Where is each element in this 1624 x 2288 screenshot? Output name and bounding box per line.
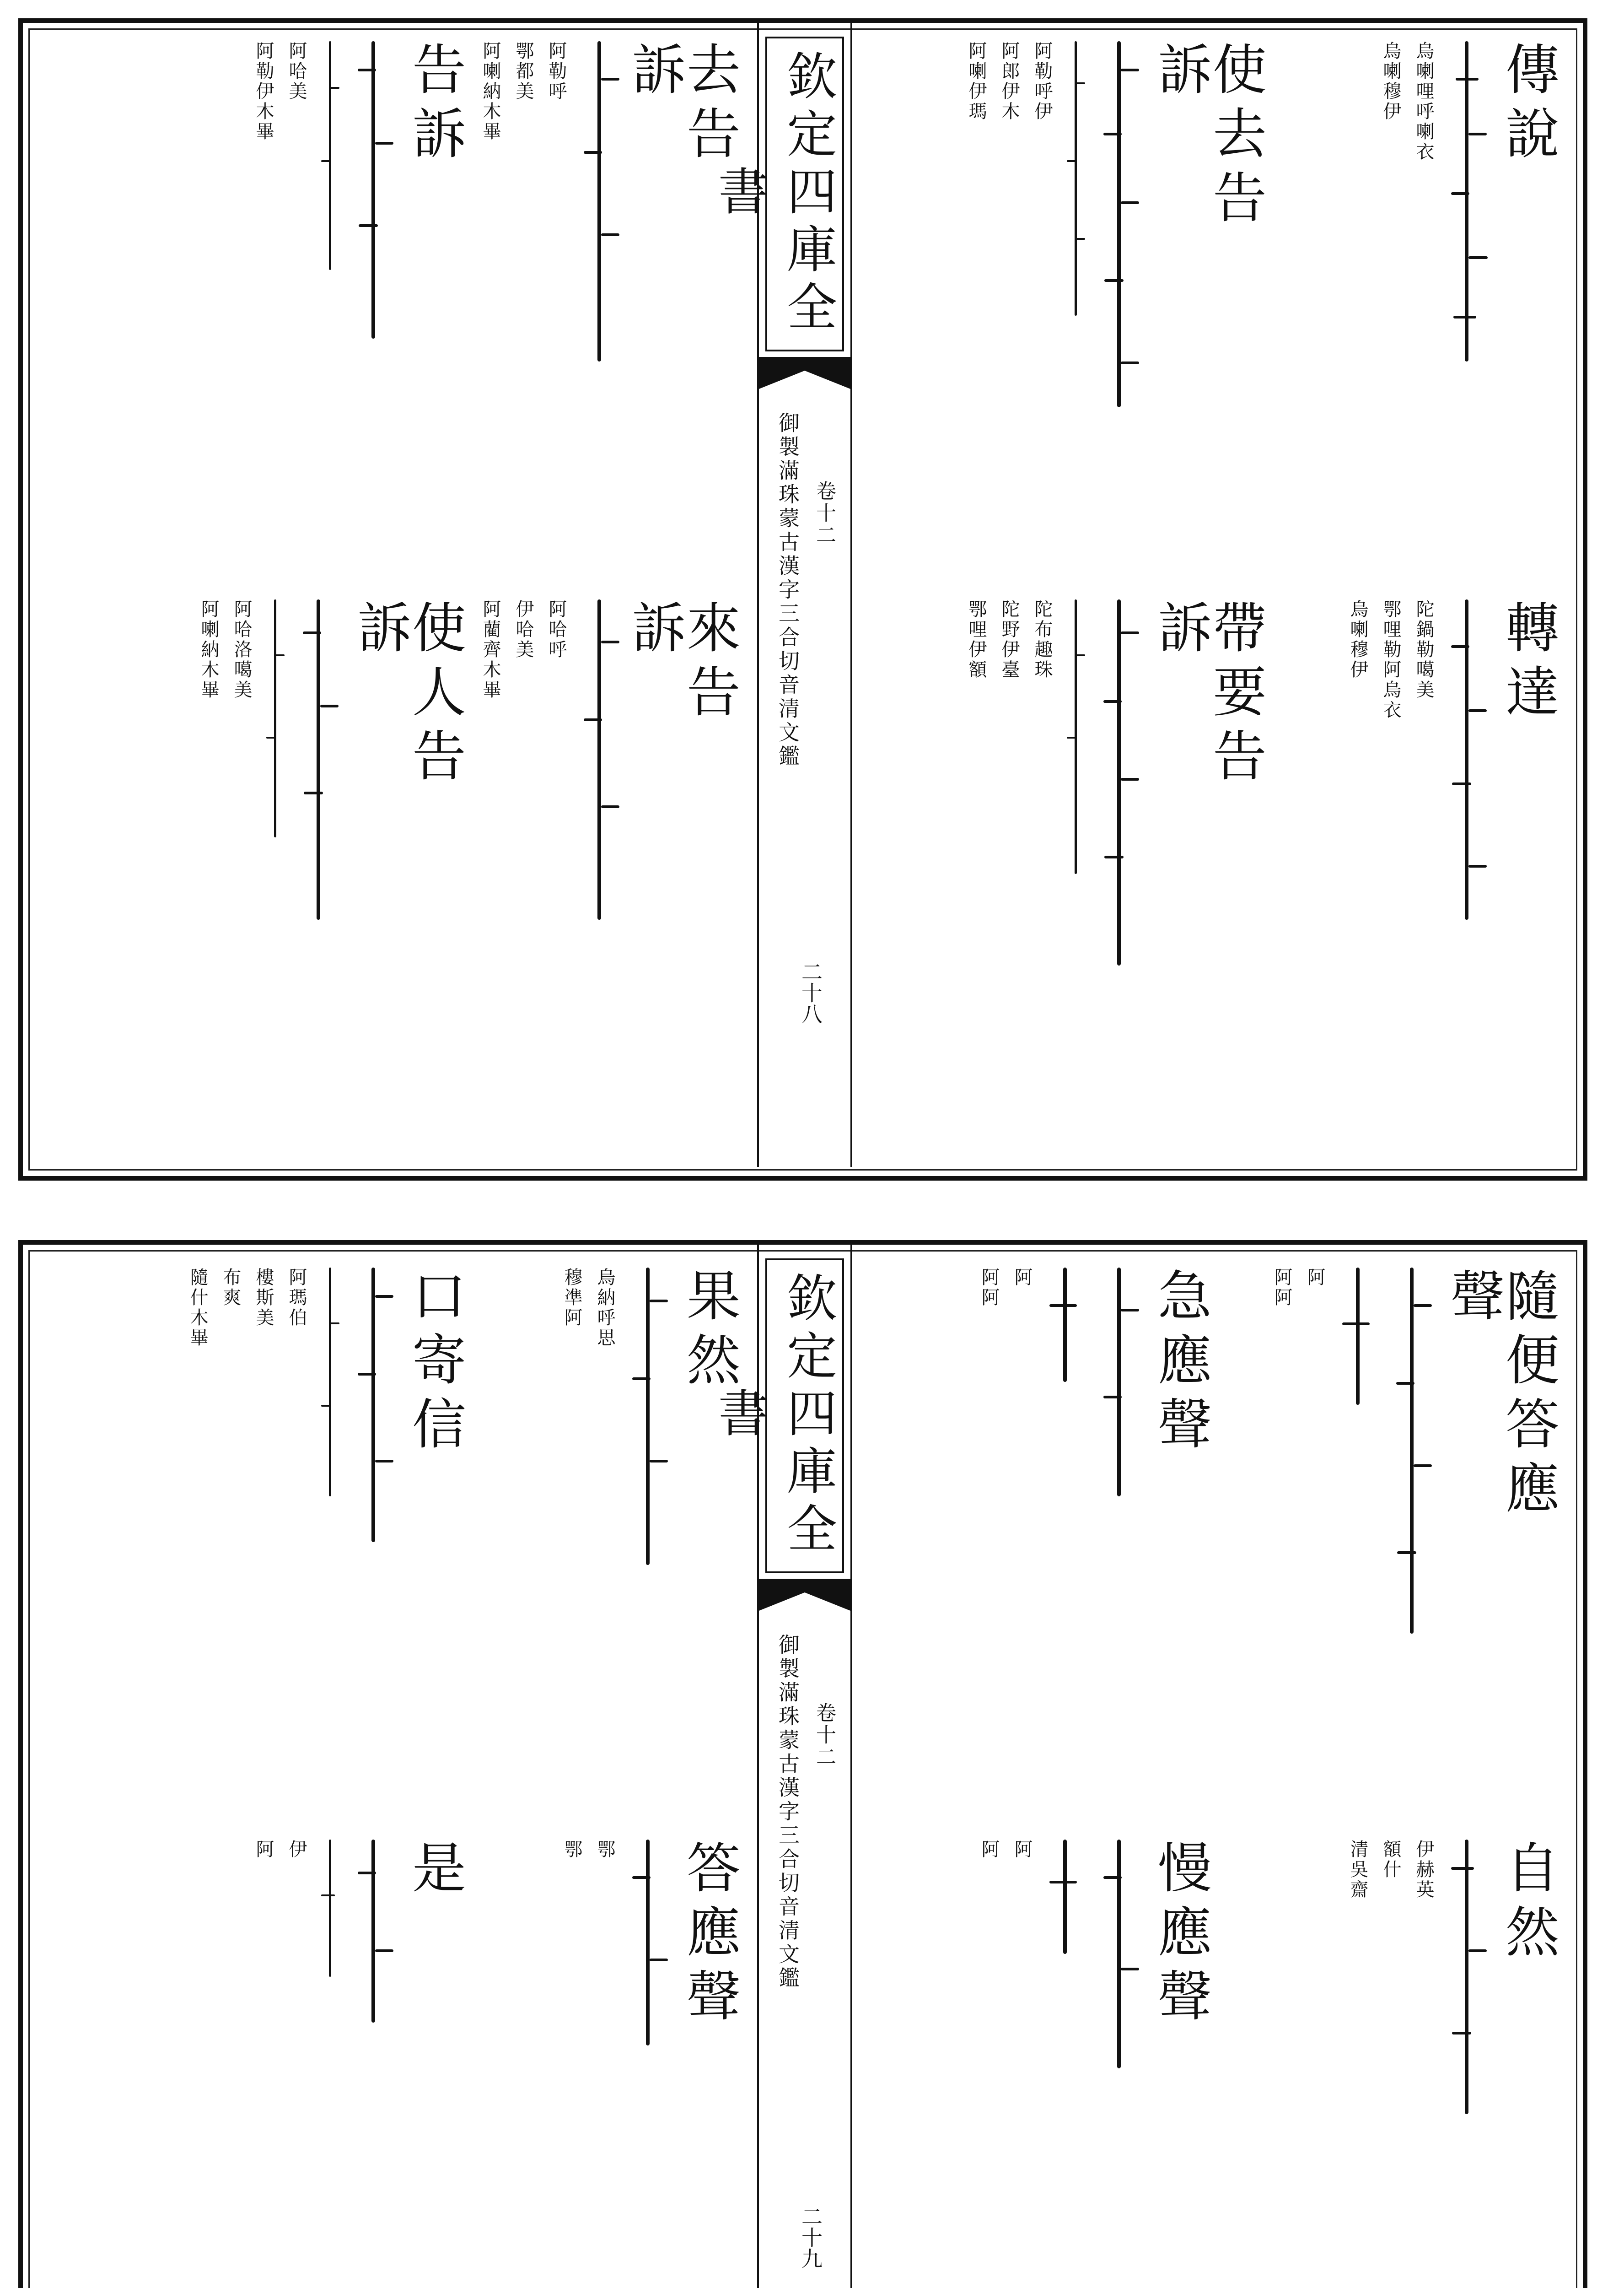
entry-heading: 帶要告訴 [1149, 599, 1267, 792]
bottom-left-entry-3 [59, 1268, 466, 1794]
transliteration: 鄂哩勒阿烏衣 [1380, 599, 1401, 720]
transliteration: 阿 [1304, 1268, 1325, 1288]
bottom-left-entry-1 [480, 1268, 741, 1794]
bottom-left-entry-2 [480, 1840, 741, 2288]
transliteration: 烏納呼思 [594, 1268, 615, 1348]
transliteration: 鄂哩伊額 [966, 599, 987, 680]
entry-heading: 果然 [678, 1268, 741, 1396]
entry-heading: 來告訴 [623, 599, 741, 728]
top-book-title: 御製滿珠蒙古漢字三合切音清文鑑 [775, 412, 800, 769]
top-page-frame [18, 18, 1587, 1181]
manchu-script-glyph [298, 599, 339, 920]
top-right-entry-4 [933, 599, 1267, 1149]
transliteration: 伊 [286, 1840, 307, 1860]
bottom-center-title: 欽定四庫全書 [710, 1272, 837, 1560]
top-right-entry-1 [1345, 41, 1559, 567]
top-left-entry-2 [59, 41, 466, 567]
manchu-script-glyph [353, 1268, 394, 1542]
manchu-script-glyph [319, 1840, 340, 1977]
transliteration: 阿 [979, 1840, 1000, 1860]
transliteration: 陀鍋勒噶美 [1413, 599, 1434, 700]
manchu-script-glyph [1099, 1268, 1140, 1496]
bottom-page [0, 1213, 1624, 2288]
top-center-column [710, 23, 852, 1167]
entry-heading: 是 [403, 1840, 466, 1904]
manchu-script-glyph [1099, 1840, 1140, 2068]
transliteration: 阿 [1011, 1268, 1032, 1288]
bottom-center-column [710, 1245, 852, 2288]
transliteration: 烏喇穆伊 [1347, 599, 1368, 680]
manchu-script-glyph [353, 41, 394, 339]
manchu-script-glyph [1338, 1268, 1379, 1405]
entry-heading: 自然 [1496, 1840, 1559, 1968]
top-leaf-number: 二十八 [798, 961, 823, 1024]
entry-heading: 答應聲 [678, 1840, 741, 2032]
transliteration: 阿勒呼 [546, 41, 567, 102]
transliteration: 阿瑪伯 [286, 1268, 307, 1328]
bottom-book-title: 御製滿珠蒙古漢字三合切音清文鑑 [775, 1634, 800, 1991]
manchu-script-glyph [1099, 41, 1140, 407]
transliteration: 鄂 [594, 1840, 615, 1860]
top-title-box [710, 37, 844, 351]
entry-heading: 去告訴 [623, 41, 741, 169]
manchu-script-glyph [579, 599, 614, 920]
transliteration: 阿哈美 [286, 41, 307, 102]
manchu-script-glyph [353, 1840, 394, 2023]
transliteration: 阿喇納木畢 [480, 41, 501, 142]
bottom-volume-label: 卷十二 [812, 1702, 836, 1768]
manchu-script-glyph [1065, 599, 1086, 874]
manchu-script-glyph [319, 41, 340, 270]
transliteration: 阿勒伊木畢 [253, 41, 274, 142]
top-left-entry-4 [59, 599, 466, 1149]
manchu-script-glyph [1447, 41, 1488, 362]
transliteration: 鄂都美 [513, 41, 534, 102]
transliteration: 樓斯美 [253, 1268, 274, 1328]
entry-heading: 隨便答應聲 [1441, 1268, 1559, 1524]
transliteration: 伊哈美 [513, 599, 534, 660]
transliteration: 阿喇伊瑪 [966, 41, 987, 122]
transliteration: 阿阿 [979, 1268, 1000, 1308]
bottom-leaf-number: 二十九 [798, 2206, 823, 2269]
top-right-entry-2 [933, 41, 1267, 567]
top-right-entry-3 [1345, 599, 1559, 1149]
transliteration: 阿喇納木畢 [198, 599, 219, 700]
transliteration: 阿 [253, 1840, 274, 1860]
manchu-script-glyph [1045, 1268, 1086, 1382]
transliteration: 烏喇穆伊 [1380, 41, 1401, 122]
transliteration: 伊赫英 [1413, 1840, 1434, 1900]
entry-heading: 使人告訴 [348, 599, 466, 792]
bottom-left-entry-4 [59, 1840, 466, 2288]
top-volume-label: 卷十二 [812, 480, 836, 546]
manchu-script-glyph [264, 599, 285, 837]
transliteration: 阿 [1011, 1840, 1032, 1860]
manchu-script-glyph [1392, 1268, 1433, 1634]
entry-heading: 使去告訴 [1149, 41, 1267, 233]
manchu-script-glyph [319, 1268, 340, 1496]
top-left-entry-3 [480, 599, 741, 1149]
entry-heading: 慢應聲 [1149, 1840, 1212, 2032]
bottom-right-entry-2 [1235, 1840, 1559, 2288]
bottom-right-entry-4 [860, 1840, 1212, 2288]
manchu-script-glyph [1045, 1840, 1086, 1954]
bottom-fishtail-mark [759, 1579, 850, 1611]
manchu-script-glyph [1447, 599, 1488, 920]
manchu-script-glyph [628, 1840, 669, 2045]
bottom-page-frame [18, 1240, 1587, 2288]
transliteration: 鄂 [561, 1840, 582, 1860]
manchu-script-glyph [1447, 1840, 1488, 2114]
transliteration: 阿郎伊木 [999, 41, 1020, 122]
transliteration: 隨什木畢 [187, 1268, 208, 1348]
transliteration: 烏喇哩呼喇衣 [1413, 41, 1434, 162]
transliteration: 阿藺齊木畢 [480, 599, 501, 700]
transliteration: 額什 [1380, 1840, 1401, 1880]
transliteration: 阿勒呼伊 [1032, 41, 1053, 122]
manchu-script-glyph [628, 1268, 669, 1565]
entry-heading: 急應聲 [1149, 1268, 1212, 1460]
bottom-title-box [710, 1258, 844, 1573]
top-left-entry-1 [480, 41, 741, 567]
transliteration: 阿哈洛噶美 [231, 599, 252, 700]
manchu-script-glyph [579, 41, 614, 362]
bottom-right-entry-3 [860, 1268, 1212, 1794]
entry-heading: 告訴 [403, 41, 466, 169]
manchu-script-glyph [1065, 41, 1086, 316]
transliteration: 阿阿 [1271, 1268, 1292, 1308]
top-fishtail-mark [759, 357, 850, 389]
top-center-title: 欽定四庫全書 [710, 50, 837, 338]
entry-heading: 轉達 [1496, 599, 1559, 728]
entry-heading: 傳說 [1496, 41, 1559, 169]
entry-heading: 口寄信 [403, 1268, 466, 1460]
transliteration: 阿哈呼 [546, 599, 567, 660]
transliteration: 穆凖阿 [561, 1268, 582, 1328]
transliteration: 清吳齋 [1347, 1840, 1368, 1900]
manchu-script-glyph [1099, 599, 1140, 966]
transliteration: 陀布趣珠 [1032, 599, 1053, 680]
transliteration: 陀野伊臺 [999, 599, 1020, 680]
transliteration: 布爽 [220, 1268, 241, 1308]
bottom-right-entry-1 [1235, 1268, 1559, 1794]
